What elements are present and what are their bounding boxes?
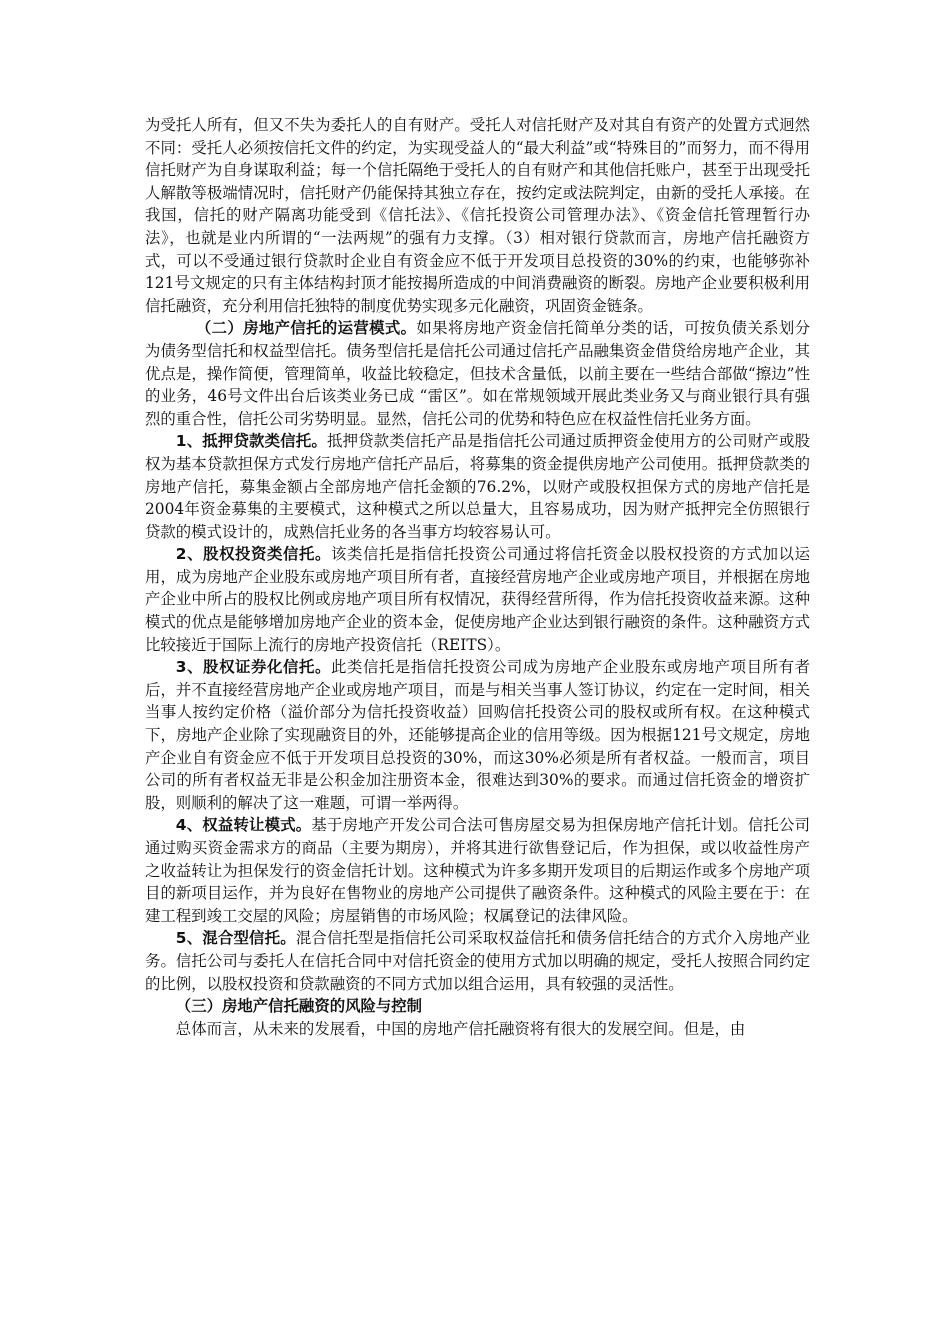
paragraph-overall-outlook xyxy=(145,1018,810,1041)
paragraph-text: 混合信托型是指信托公司采取权益信托和债务信托结合的方式介入房地产业务。信托公司与委托人在信托合同中对信托资金的使用方式加以明确的规定，受托人按照合同约定的比例，以股权投资和贷款融资的不同方式加以组合运用，具有较强的灵活性。 xyxy=(145,929,810,993)
section-heading-risk-control: （三）房地产信托融资的风险与控制 xyxy=(175,997,423,1016)
paragraph-text: 此类信托是指信托投资公司成为房地产企业股东或房地产项目所有者后，并不直接经营房地产企业或房地产项目，而是与相关当事人签订协议，约定在一定时间，相关当事人按约定价格（溢价部分为信托投资收益）回购信托投资公司的股权或所有权。在这种模式下，房地产企业除了实现融资目的外，还能够提高企业的信用等级。因为根据121号文规定，房地产企业自有资金应不低于开发项目总投资的30%，而这30%必须是所有者权益。一般而言，项目公司的所有者权益无非是公积金加注册资本金，很难达到30%的要求。而通过信托资金的增资扩股，则顺利的解决了这一难题，可谓一举两得。 xyxy=(145,658,810,812)
item-heading-rights-transfer-mode: 4、权益转让模式。 xyxy=(175,816,312,835)
item-heading-equity-investment-trust: 2、股权投资类信托。 xyxy=(175,545,331,564)
paragraph-trust-property-isolation xyxy=(145,114,810,317)
paragraph-equity-securitization-trust xyxy=(145,656,810,814)
document-page xyxy=(145,114,810,1040)
paragraph-operating-modes xyxy=(145,317,810,430)
paragraph-text: 抵押贷款类信托产品是指信托公司通过质押资金使用方的公司财产或股权为基本贷款担保方式发行房地产信托产品后，将募集的资金提供房地产公司使用。抵押贷款类的房地产信托，募集金额占全部房地产信托金额的76.2%，以财产或股权担保方式的房地产信托是2004年资金募集的主要模式，这种模式之所以总量大，且容易成功，因为财产抵押完全仿照银行贷款的模式设计的，成熟信托业务的各当事方均较容易认可。 xyxy=(145,432,810,541)
paragraph-equity-investment-trust xyxy=(145,543,810,656)
item-heading-hybrid-trust: 5、混合型信托。 xyxy=(175,929,296,948)
paragraph-text: 如果将房地产资金信托简单分类的话，可按负债关系划分为债务型信托和权益型信托。债务型信托是信托公司通过信托产品融集资金借贷给房地产企业，其优点是，操作简便，管理简单，收益比较稳定，但技术含量低，以前主要在一些结合部做“擦边”性的业务，46号文件出台后该类业务已成 “雷区”。如在常规领域开展此类业务又与商业银行具有强烈的重合性，信托公司劣势明显。显然，信托公司的优势和特色应在权益性信托业务方面。 xyxy=(145,319,810,428)
paragraph-text: 该类信托是指信托投资公司通过将信托资金以股权投资的方式加以运用，成为房地产企业股东或房地产项目所有者，直接经营房地产企业或房地产项目，并根据在房地产企业中所占的股权比例或房地产项目所有权情况，获得经营所得，作为信托投资收益来源。这种模式的优点是能够增加房地产企业的资本金，促使房地产企业达到银行融资的条件。这种融资方式比较接近于国际上流行的房地产投资信托（REITS）。 xyxy=(145,545,810,654)
paragraph-rights-transfer-mode xyxy=(145,814,810,927)
paragraph-text: 为受托人所有，但又不失为委托人的自有财产。受托人对信托财产及对其自有资产的处置方式迥然不同：受托人必须按信托文件的约定，为实现受益人的“最大利益”或“特殊目的”而努力，而不得用信托财产为自身谋取利益；每一个信托隔绝于受托人的自有财产和其他信托账户，甚至于出现受托人解散等极端情况时，信托财产仍能保持其独立存在，按约定或法院判定，由新的受托人承接。在我国，信托的财产隔离功能受到《信托法》、《信托投资公司管理办法》、《资金信托管理暂行办法》，也就是业内所谓的“一法两规”的强有力支撑。（3）相对银行贷款而言，房地产信托融资方式，可以不受通过银行贷款时企业自有资金应不低于开发项目总投资的30%的约束，也能够弥补121号文规定的只有主体结构封顶才能按揭所造成的中间消费融资的断裂。房地产企业要积极利用信托融资，充分利用信托独特的制度优势实现多元化融资，巩固资金链条。 xyxy=(145,116,810,315)
paragraph-text: 总体而言，从未来的发展看，中国的房地产信托融资将有很大的发展空间。但是，由 xyxy=(175,1019,746,1038)
paragraph-hybrid-trust xyxy=(145,927,810,995)
item-heading-equity-securitization-trust: 3、股权证券化信托。 xyxy=(175,658,331,677)
paragraph-mortgage-loan-trust xyxy=(145,430,810,543)
item-heading-mortgage-loan-trust: 1、抵押贷款类信托。 xyxy=(175,432,327,451)
section-heading-operating-modes: （二）房地产信托的运营模式。 xyxy=(195,319,417,338)
paragraph-text: 基于房地产开发公司合法可售房屋交易为担保房地产信托计划。信托公司通过购买资金需求方的商品（主要为期房），并将其进行欲售登记后，作为担保，或以收益性房产之收益转让为担保发行的资金信托计划。这种模式为许多多期开发项目的后期运作或多个房地产项目的新项目运作，并为良好在售物业的房地产公司提供了融资条件。这种模式的风险主要在于：在建工程到竣工交屋的风险；房屋销售的市场风险；权属登记的法律风险。 xyxy=(145,816,810,925)
